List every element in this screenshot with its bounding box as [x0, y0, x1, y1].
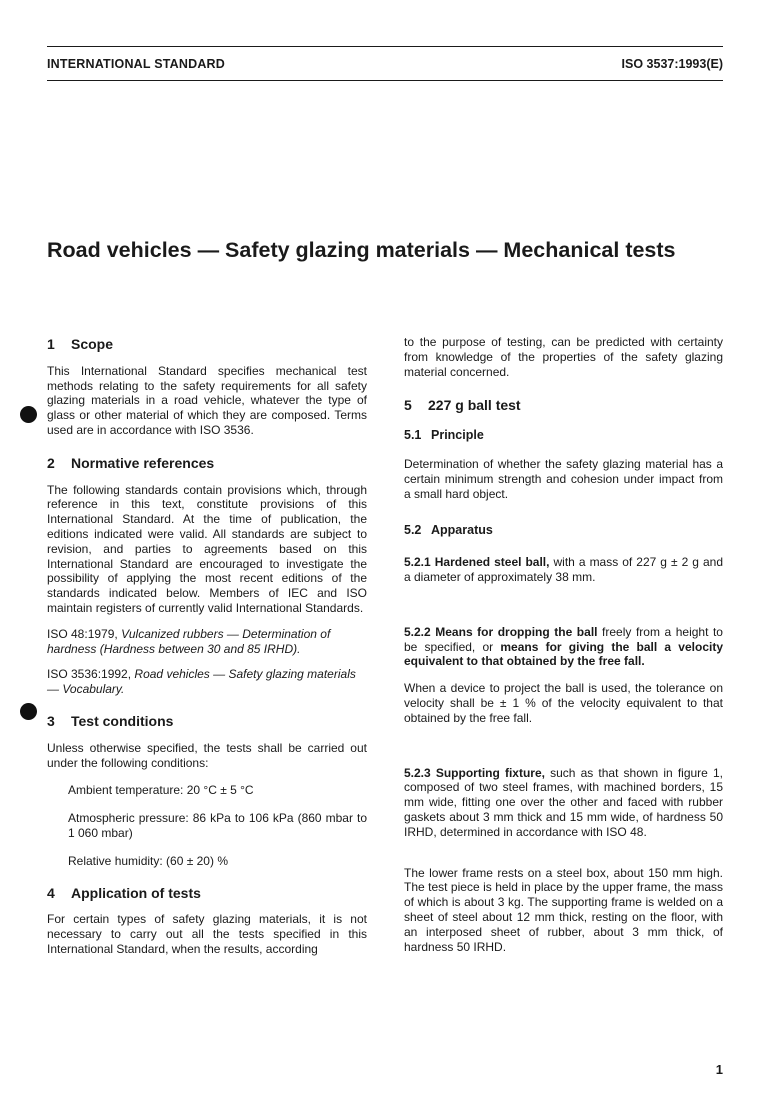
document-title: Road vehicles — Safety glazing materials — Mechanical tests	[47, 238, 676, 262]
section-title: Normative references	[71, 454, 215, 471]
header-left-label: INTERNATIONAL STANDARD	[47, 57, 226, 71]
clause-dropping-means	[404, 625, 723, 669]
reference-iso-3536	[47, 667, 367, 697]
principle-paragraph: Determination of whether the safety glazing material has a certain minimum strength and cohesion under impact from a small hard object.	[404, 456, 723, 501]
application-paragraph: For certain types of safety glazing materials, it is not necessary to carry out all the tests specified in this International Standard, when the results, according	[47, 912, 367, 956]
right-column	[404, 335, 723, 954]
section-heading-scope	[47, 337, 367, 352]
reference-code: ISO 3536:1992,	[47, 667, 132, 682]
condition-humidity: Relative humidity: (60 ± 20) %	[68, 853, 228, 868]
reference-title: Road vehicles — Safety glazing materials — Vocabulary.	[47, 667, 356, 697]
section-number: 2	[47, 454, 55, 471]
section-number: 5	[404, 397, 412, 414]
clause-text: with a mass of 227 g ± 2 g and a diameter of approximately 38 mm.	[404, 555, 724, 584]
section-number: 1	[47, 336, 55, 352]
clause-term: Means for dropping the ball	[435, 624, 598, 639]
left-column	[47, 337, 367, 957]
clause-term-alternative: means for giving the ball a velocity equivalent to that obtained by the free fall.	[404, 639, 723, 669]
section-number: 3	[47, 712, 55, 729]
fixture-paragraph: The lower frame rests on a steel box, about 150 mm high. The test piece is held in place by the upper frame, the mass of which is about 3 kg. The supporting frame is welded on a sheet of steel about 12 mm thick, resting on the floor, with an interposed sheet of rubber, about 3 mm thick, of hardness 50 IRHD.	[404, 865, 723, 954]
application-paragraph-continued: to the purpose of testing, can be predicted with certainty from knowledge of the properties of the safety glazing material concerned.	[404, 335, 723, 379]
section-heading-normative-references	[47, 456, 367, 471]
clause-number: 5.2.2	[404, 624, 431, 639]
conditions-paragraph: Unless otherwise specified, the tests shall be carried out under the following conditions:	[47, 740, 367, 770]
clause-number: 5.2.3	[404, 765, 431, 780]
section-number: 4	[47, 884, 55, 901]
subsection-heading-apparatus	[404, 523, 723, 538]
header-bottom-rule	[47, 80, 723, 81]
clause-text: such as that shown in figure 1, composed of two steel frames, with machined borders, 15 mm wide, fitting one over the other and faced with rubber gaskets about 3 mm thick and 15 mm wide, of hardness 50 IRHD, determined in accordance with ISO 48.	[404, 765, 723, 839]
clause-number: 5.2.1	[404, 555, 431, 570]
section-title: Application of tests	[71, 884, 201, 901]
header-standard-number: ISO 3537:1993(E)	[621, 57, 723, 71]
normative-paragraph: The following standards contain provisions which, through reference in this text, constitute provisions of this International Standard. At the time of publication, the editions indicated were valid. All standards are subject to revision, and parties to agreements based on this International Standard are encouraged to investigate the possibility of applying the most recent editions of the standards indicated below. Members of IEC and ISO maintain registers of currently valid International Standards.	[47, 482, 367, 615]
clause-term: Supporting fixture,	[435, 765, 545, 780]
header-top-rule	[47, 46, 723, 47]
section-title: Test conditions	[71, 712, 174, 729]
reference-code: ISO 48:1979,	[47, 626, 118, 641]
subsection-title: Apparatus	[431, 523, 493, 538]
margin-bullet	[20, 703, 37, 720]
section-heading-test-conditions	[47, 714, 367, 729]
section-title: 227 g ball test	[428, 397, 521, 414]
subsection-number: 5.1	[404, 428, 422, 443]
section-heading-application	[47, 886, 367, 901]
dropping-tolerance-paragraph: When a device to project the ball is used, the tolerance on velocity shall be ± 1 % of the velocity equivalent to that obtained by the free fall.	[404, 681, 723, 725]
section-heading-ball-test	[404, 398, 723, 413]
condition-temperature: Ambient temperature: 20 °C ± 5 °C	[68, 783, 254, 798]
condition-pressure: Atmospheric pressure: 86 kPa to 106 kPa (860 mbar to 1 060 mbar)	[68, 811, 367, 840]
clause-supporting-fixture	[404, 766, 723, 840]
clause-steel-ball	[404, 555, 723, 585]
margin-bullet	[20, 406, 37, 423]
section-title: Scope	[71, 336, 114, 352]
reference-iso-48	[47, 627, 367, 657]
subsection-heading-principle	[404, 428, 723, 443]
subsection-number: 5.2	[404, 523, 422, 538]
subsection-title: Principle	[431, 428, 484, 443]
clause-term: Hardened steel ball,	[434, 555, 550, 570]
page-number: 1	[715, 1062, 723, 1077]
reference-title: Vulcanized rubbers — Determination of hardness (Hardness between 30 and 85 IRHD).	[47, 626, 331, 656]
clause-text: freely from a height to be specified, or	[404, 624, 723, 654]
scope-paragraph: This International Standard specifies mechanical test methods relating to the safety requirements for all safety glazing materials in a road vehicle, whatever the type of glass or other material of which they are composed. Terms used are in accordance with ISO 3536.	[47, 363, 367, 437]
